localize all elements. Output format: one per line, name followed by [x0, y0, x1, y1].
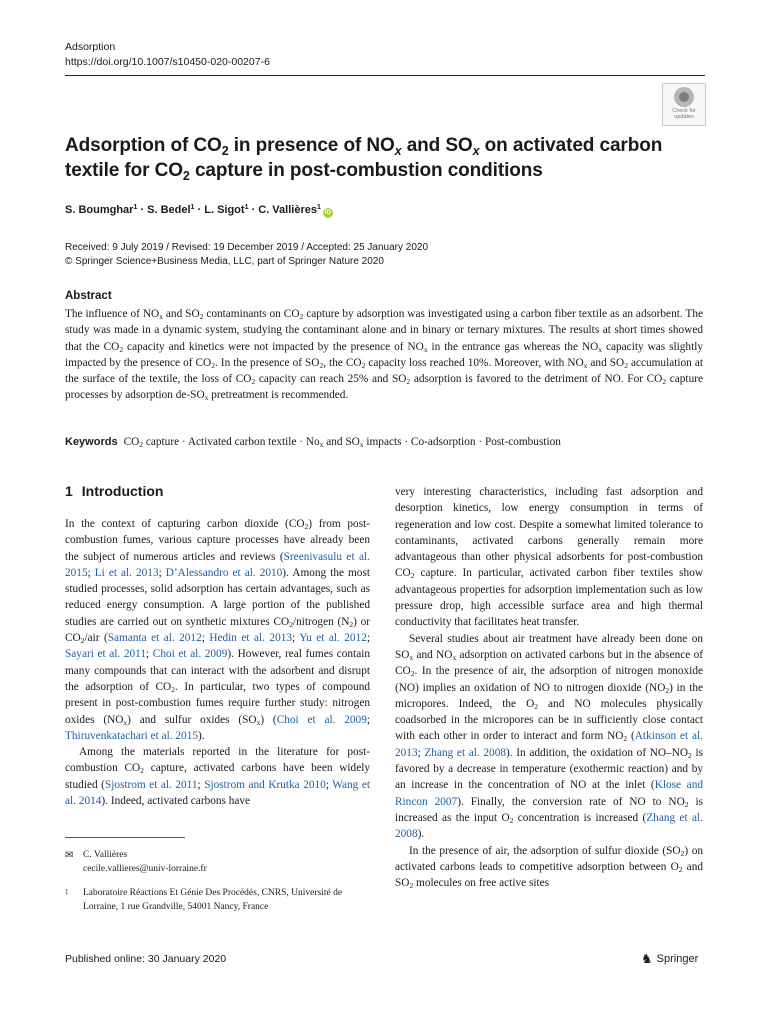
article-title	[65, 133, 665, 183]
springer-horse-icon: ♞	[641, 951, 653, 966]
paragraph: Among the materials reported in the literature for post-combustion $CO_2$ capture, activated carbons have been widely studied (Sjostrom et al. 2011; Sjostrom and Krutka 2010; Wang et al. 2014). Indeed, activated carbons have	[65, 746, 371, 808]
title-line-1: Adsorption of $CO_2$ in presence of $NO_x$ and $SO_x$ on activated carbon	[65, 135, 663, 158]
footnotes	[65, 849, 365, 914]
affiliation-text: Laboratoire Réactions Et Génie Des Procédés, CNRS, Université de Lorraine, 1 rue Grandville, 54001 Nancy, France	[83, 888, 343, 912]
author-name[interactable]: C. Vallières	[258, 204, 317, 216]
abstract-text: The influence of $NO_x$ and $SO_2$ contaminants on $CO_2$ capture by adsorption was investigated using a carbon fiber textile as an adsorbent. The study was made in a dynamic system, studying the contaminant alone and in binary or ternary mixtures. The results at short times showed that the $CO_2$ capacity and kinetics were not impacted by the presence of $NO_x$ in the entrance gas whereas the $NO_x$ capacity was slightly impacted by the presence of $CO_2$. In the presence of $SO_2$, the $CO_2$ capacity loss reached 10%. Moreover, with $NO_x$ and $SO_2$ accumulation at the surface of the textile, the loss of $CO_2$ capacity can reach 25% and $SO_2$ adsorption is favored to the detriment of NO. For $CO_2$ capture processes by adsorption $de-SO_x$ pretreatment is recommended.	[65, 308, 703, 403]
citation-link[interactable]: Thiruvenkatachari et al. 2015	[65, 729, 198, 742]
section-heading-introduction	[65, 483, 163, 499]
author-name[interactable]: S. Bedel	[147, 204, 191, 216]
doi-link[interactable]: https://doi.org/10.1007/s10450-020-00207-6	[65, 56, 270, 68]
paragraph: very interesting characteristics, including fast adsorption and desorption kinetics, low energy consumption in terms of regeneration and low cost. Despite a somewhat limited tolerance to contaminants, activated carbons generally remain more advantageous than other physical adsorbents for post-combustion $CO_2$ capture. In particular, activated carbon fiber textiles show advantageous properties for adsorption implementation such as low pressure drop, high accessible surface area and high thermal conductivity that facilitates heat transfer.	[395, 486, 703, 629]
affiliation-footnote	[65, 887, 365, 914]
crossmark-icon	[674, 87, 694, 107]
corresponding-author: C. Vallières	[83, 850, 128, 860]
author-name[interactable]: S. Boumghar	[65, 204, 134, 216]
paragraph: In the context of capturing carbon dioxide $(CO_2)$ from post-combustion fumes, various capture processes have already been the subject of numerous articles and reviews (Sreenivasulu et al. 2015; Li et al. 2013; D’Alessandro et al. 2010). Among the most studied processes, solid adsorption has certain advantages, such as reduced energy consumption. A large portion of the published studies are carried out on synthetic mixtures $CO_2$/nitrogen $(N_2)$ or $CO_2$/air (Samanta et al. 2012; Hedin et al. 2013; Yu et al. 2012; Sayari et al. 2011; Choi et al. 2009). However, real fumes contain many compounds that can interact with the adsorbent and disrupt the adsorption of $CO_2$. In particular, two types of compound present in post-combustion fumes require further study: nitrogen oxides $(NO_x)$ and sulfur oxides $(SO_x)$ (Choi et al. 2009; Thiruvenkatachari et al. 2015).	[65, 518, 371, 742]
paragraph: Several studies about air treatment have already been done on $SO_x$ and $NO_x$ adsorption on activated carbons but in the absence of $CO_2$. In the presence of air, the adsorption of nitrogen monoxide (NO) implies an oxidation of NO to nitrogen dioxide $(NO_2)$ in the micropores. Indeed, the $O_2$ and NO molecules physically coadsorbed in the micropores can be in sufficiently close contact with each other in order to interact and form $NO_2$ (Atkinson et al. 2013; Zhang et al. 2008). In addition, the oxidation of $NO-NO_2$ is favored by a decrease in temperature (exothermic reaction) and by an increase in the concentration of NO at the inlet (Klose and Rincon 2007). Finally, the conversion rate of NO to $NO_2$ is increased as the input $O_2$ concentration is increased (Zhang et al. 2008).	[395, 632, 704, 841]
citation-link[interactable]: Sjostrom and Krutka 2010	[204, 778, 326, 791]
citation-link[interactable]: Wang et al. 2014	[65, 778, 370, 808]
author-name[interactable]: L. Sigot	[204, 204, 245, 216]
affiliation-mark: 1	[65, 888, 69, 896]
journal-name: Adsorption	[65, 41, 116, 53]
copyright: © Springer Science+Business Media, LLC, part of Springer Nature 2020	[65, 256, 384, 267]
citation-link[interactable]: Zhang et al. 2008	[395, 811, 703, 841]
citation-link[interactable]: Atkinson et al. 2013	[395, 730, 703, 759]
journal-header	[65, 40, 270, 70]
header-rule	[65, 75, 705, 76]
citation-link[interactable]: Klose and Rincon 2007	[395, 779, 703, 808]
publisher-name: Springer	[656, 953, 699, 965]
paragraph: In the presence of air, the adsorption of sulfur dioxide $(SO_2)$ on activated carbons leads to competitive adsorption between $O_2$ and $SO_2$ molecules on free active sites	[395, 844, 704, 891]
section-number: 1	[65, 483, 73, 499]
correspondence-footnote	[65, 849, 365, 876]
citation-link[interactable]: Sjostrom et al. 2011	[104, 778, 198, 791]
body-column-right	[395, 484, 703, 891]
envelope-icon: ✉	[65, 850, 74, 861]
citation-link[interactable]: Li et al. 2013	[94, 566, 159, 579]
citation-link[interactable]: Samanta et al. 2012	[107, 632, 202, 645]
crossmark-label-1: Check for	[672, 108, 696, 114]
citation-link[interactable]: Choi et al. 2009	[152, 648, 228, 661]
title-line-2: textile for $CO_2$ capture in post-combustion conditions	[65, 160, 543, 183]
keywords-label: Keywords	[65, 436, 118, 448]
footnote-rule	[65, 837, 185, 838]
citation-link[interactable]: Choi et al. 2009	[276, 713, 367, 726]
article-dates	[65, 241, 428, 269]
crossmark-label-2: updates	[674, 114, 694, 120]
keywords: Keywords $CO_2$ capture · Activated carbon textile · $No_x$ and $SO_x$ impacts · Co-adsorption · Post-combustion	[65, 436, 561, 449]
published-date: Published online: 30 January 2020	[65, 953, 227, 965]
orcid-icon[interactable]: iD	[324, 209, 332, 216]
check-for-updates-badge[interactable]	[662, 83, 706, 126]
citation-link[interactable]: Sayari et al. 2011	[65, 648, 147, 661]
author-email[interactable]: cecile.vallieres@univ-lorraine.fr	[83, 863, 207, 874]
body-column-left	[65, 516, 370, 809]
citation-link[interactable]: Hedin et al. 2013	[209, 632, 293, 645]
citation-link[interactable]: Zhang et al. 2008	[424, 746, 506, 759]
abstract-heading: Abstract	[65, 290, 112, 302]
section-title: Introduction	[81, 483, 164, 499]
history-dates: Received: 9 July 2019 / Revised: 19 December 2019 / Accepted: 25 January 2020	[65, 242, 429, 253]
citation-link[interactable]: Yu et al. 2012	[299, 632, 367, 645]
citation-link[interactable]: D’Alessandro et al. 2010	[165, 566, 283, 579]
citation-link[interactable]: Sreenivasulu et al. 2015	[65, 550, 370, 579]
publisher-logo	[641, 951, 698, 967]
author-list: S. Boumghar$^1$ · S. Bedel$^1$ · L. Sigot$^1$ · C. Vallières$^1$iD	[65, 204, 332, 216]
